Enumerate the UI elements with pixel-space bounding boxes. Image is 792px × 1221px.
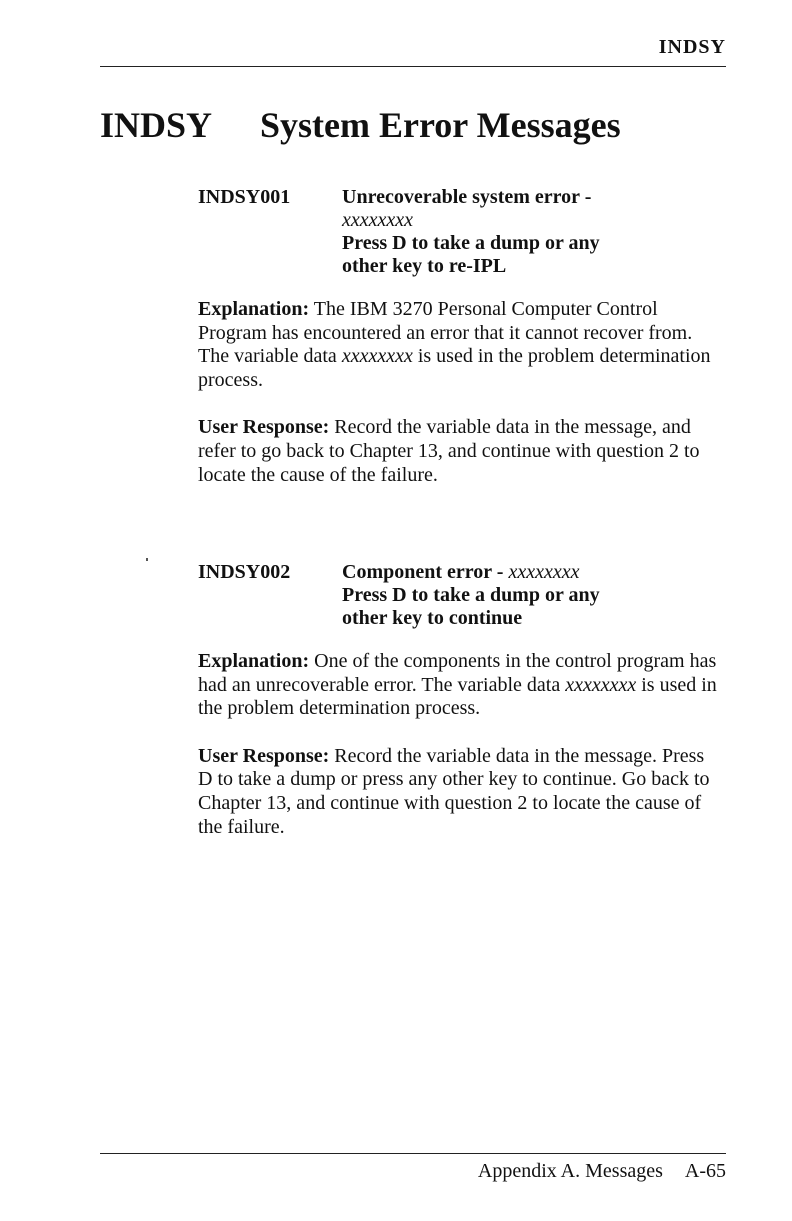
- message-variable: xxxxxxxx: [342, 209, 414, 231]
- message-indsy002: [198, 561, 738, 839]
- explanation-paragraph: [198, 650, 723, 721]
- title-text: System Error Messages: [260, 105, 621, 145]
- user-response-label: User Response:: [198, 416, 330, 439]
- user-response-label: User Response:: [198, 744, 330, 767]
- message-id: INDSY001: [198, 186, 291, 208]
- explanation-variable: xxxxxxxx: [565, 673, 637, 696]
- message-text: [342, 186, 738, 278]
- page-title: [100, 104, 621, 146]
- explanation-label: Explanation:: [198, 298, 310, 320]
- explanation-text-b: is used in the problem determination process.: [198, 345, 711, 391]
- footer-section: Appendix A. Messages: [477, 1160, 663, 1182]
- title-code: INDSY: [100, 105, 213, 145]
- user-response-paragraph: [198, 745, 723, 839]
- footer-rule: [100, 1153, 726, 1154]
- running-head: INDSY: [658, 36, 726, 58]
- message-indsy001: [198, 186, 738, 487]
- message-line-2: Press D to take a dump or any: [342, 584, 600, 606]
- message-header: [198, 561, 738, 630]
- explanation-paragraph: [198, 298, 723, 392]
- user-response-text: Record the variable data in the message, and refer to go back to Chapter 13, and continue with question 2 to locate the cause of the failure.: [198, 416, 700, 486]
- explanation-text-b: is used in the problem determination process.: [198, 673, 717, 720]
- message-id: INDSY002: [198, 561, 291, 583]
- user-response-paragraph: [198, 416, 723, 487]
- message-line-1: [342, 561, 738, 584]
- message-line-2: Press D to take a dump or any: [342, 232, 600, 254]
- explanation-text-a: One of the components in the control program has had an unrecoverable error. The variable data: [198, 650, 717, 696]
- user-response-text: Record the variable data in the message. Press D to take a dump or press any other key to continue. Go back to Chapter 13, and continue with question 2 to locate the cause of the failure.: [198, 744, 710, 838]
- message-line-1-text: Component error -: [342, 561, 504, 583]
- message-line-3: other key to continue: [342, 607, 523, 629]
- explanation-text-a: The IBM 3270 Personal Computer Control Program has encountered an error that it cannot recover from. The variable data: [198, 298, 693, 368]
- page-number: A-65: [684, 1160, 726, 1182]
- page-footer: [478, 1160, 726, 1183]
- header-rule: [100, 66, 726, 67]
- explanation-label: Explanation:: [198, 650, 310, 672]
- message-variable: xxxxxxxx: [508, 561, 580, 583]
- message-line-1: Unrecoverable system error -: [342, 186, 592, 208]
- scan-speck: [146, 558, 148, 561]
- message-text: [342, 561, 738, 630]
- message-header: [198, 186, 738, 278]
- explanation-variable: xxxxxxxx: [341, 345, 413, 368]
- message-line-3: other key to re-IPL: [342, 255, 507, 277]
